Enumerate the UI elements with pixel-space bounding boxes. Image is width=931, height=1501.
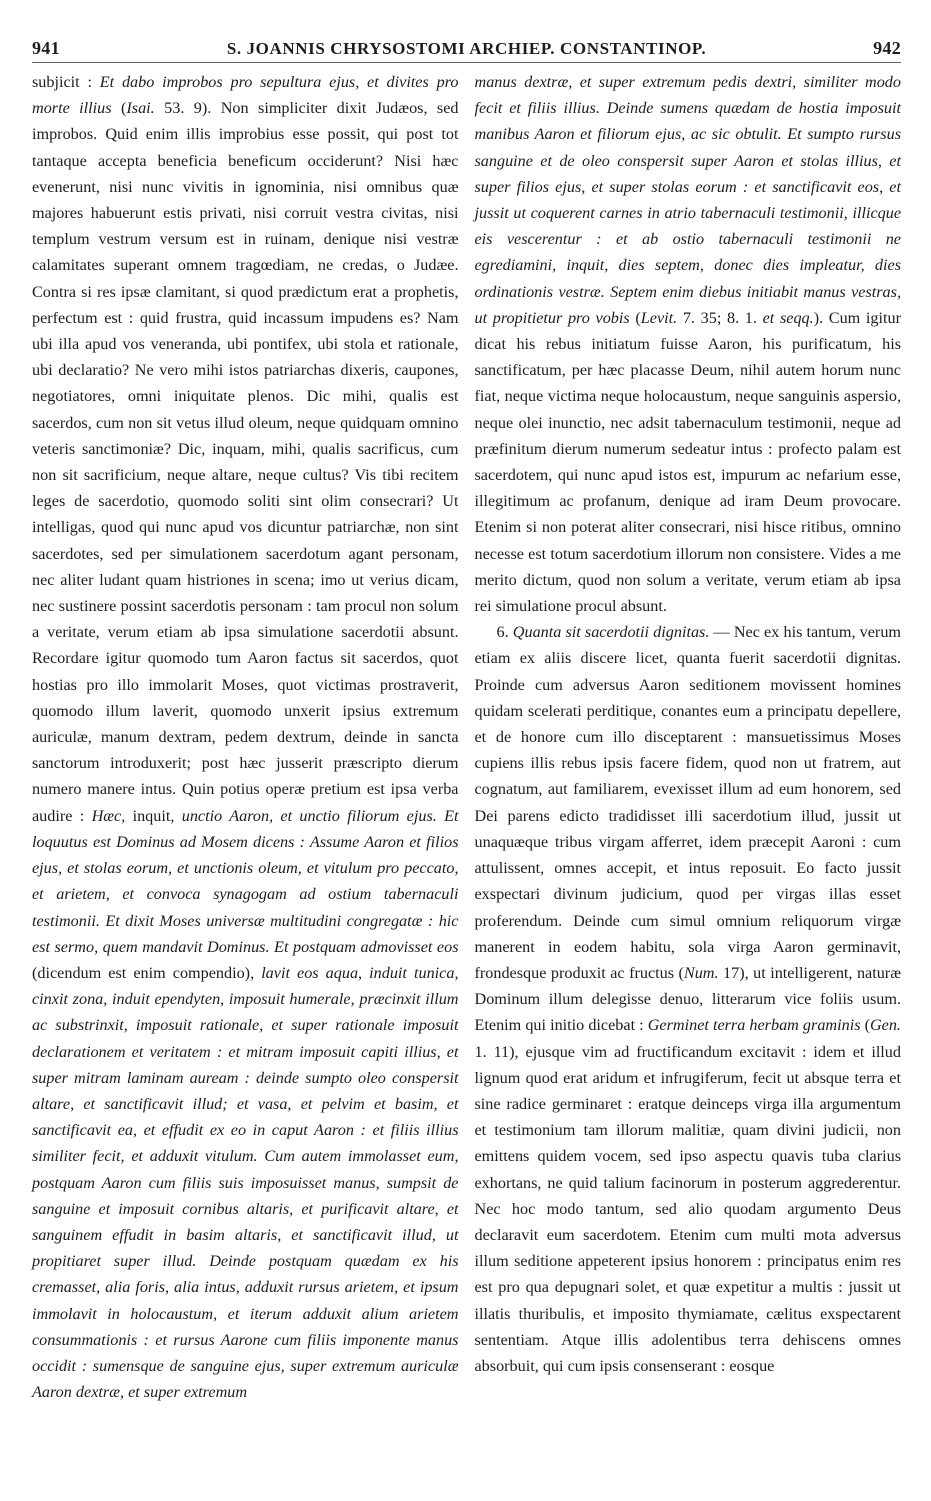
text-run: 7. 35; 8. 1. (677, 308, 763, 327)
text-run: 6. (496, 623, 513, 642)
text-run: ). Cum igitur dicat his rebus initiatum fuisse Aaron, his purificatum, his sanctificatum, per hæc placasse Deum, nihil autem horum nunc fiat, neque victima neque holocaustum, neque sanguinis aspersio, neque olei inunctio, nec adsit tabernaculum testimonii, neque ad præfinitum dierum numerum sedeatur intus : profecto palam est sacerdotem, qui nunc apud istos est, impurum ac nefarium esse, illegitimum ac profanum, denique ad iram Deum provocare. Etenim si non poterat aliter consecrari, nisi hisce ritibus, omnino necesse est totum sacerdotium illorum non consistere. Vides a me merito dictum, quod non solum a veritate, verum etiam ab ipsa rei simulatione procul absunt. (474, 308, 902, 616)
italic-text-run: unctio Aaron, et unctio filiorum ejus. Et loquutus est Dominus ad Mosem dicens : Assume Aaron et filios ejus, et stolas eorum, et unctionis oleum, et vitulum pro peccato, et arietem, et convoca synagogam ad ostium tabernaculi testimonii. Et dixit Moses universæ multitudini congregatæ : hic est sermo, quem mandavit Dominus. Et postquam admovisset eos (32, 806, 459, 956)
paragraph (475, 69, 902, 619)
italic-text-run: Gen. (869, 1016, 901, 1035)
paragraph (32, 69, 459, 1405)
text-run: ( (860, 1016, 870, 1035)
page-number-left: 941 (32, 38, 60, 58)
right-column (475, 69, 902, 1405)
text-run: ( (629, 308, 641, 327)
italic-text-run: Num. (683, 963, 719, 982)
text-run: ( (111, 99, 127, 118)
italic-text-run: Quanta sit sacerdotii dignitas. (512, 623, 710, 642)
italic-text-run: Hæc (91, 806, 122, 825)
italic-text-run: manus dextræ, et super extremum pedis dextri, similiter modo fecit et filiis illius. Deinde sumens quædam de hostia imposuit manibus Aaron et filiorum ejus, ac sic obtulit. Et sumpto rursus sanguine et de oleo conspersit super Aaron et stolas illius, et super filios ejus, et super stolas eorum : et sanctificavit eos, et jussit ut coquerent carnes in atrio tabernaculi testimonii, illicque eis vescerentur : et ab ostio tabernaculi testimonii ne egrediamini, inquit, dies septem, donec dies impleatur, dies ordinationis vestræ. Septem enim diebus initiabit manus vestras, ut propitietur pro vobis (474, 73, 901, 327)
italic-text-run: Levit. (640, 308, 678, 327)
text-run: subjicit : (32, 73, 100, 91)
running-header (32, 38, 901, 63)
running-head-title: S. JOANNIS CHRYSOSTOMI ARCHIEP. CONSTANTINOP. (226, 39, 707, 58)
italic-text-run: Et dabo improbos pro sepultura ejus, et divites pro morte illius (32, 73, 459, 118)
italic-text-run: lavit eos aqua, induit tunica, cinxit zona, induit ependyten, imposuit humerale, præcinxit illum ac substrinxit, imposuit rationale, et super rationale imposuit declarationem et veritatem : et mitram imposuit capiti illius, et super mitram laminam auream : deinde sumpto oleo conspersit altare, et sanctificavit illud; et vasa, et pelvim et basim, et sanctificavit ea, et effudit ex eo in caput Aaron : et filiis illius similiter fecit, et adduxit vitulum. Cum autem immolasset eum, postquam Aaron cum filiis suis imposuisset manus, sumpsit de sanguine et imposuit cornibus altaris, et purificavit altare, et sanguinem effudit in basim altaris, et sanctificavit illud, ut propitiaret super illud. Deinde postquam quædam ex his cremasset, alia foris, alia intus, adduxit rursus arietem, et ipsum immolavit in holocaustum, et iterum adduxit alium arietem consummationis : et rursus Aarone cum filiis imponente manus occidit : sumensque de sanguine ejus, super extremum auriculæ Aaron dextræ, et super extremum (32, 963, 459, 1402)
text-run: 53. 9). Non simpliciter dixit Judæos, sed improbos. Quid enim illis improbius esse possit, qui post tot tantaque accepta beneficia beneficum occiderunt? Nisi hæc evenerunt, nisi nunc vivitis in ignominia, nisi omnibus quæ majores habuerunt estis privati, nisi corruit vestra civitas, nisi templum vestrum versum est in ruinam, denique nisi vestræ calamitates superant omnem tragœdiam, ne credas, o Judæe. Contra si res ipsæ clamitant, si quod prædictum erat a prophetis, perfectum est : quid frustra, quid incassum impudens es? Nam ubi illa apud vos veneranda, ubi pontifex, ubi stola et rationale, ubi declaratio? Ne vero mihi istos patriarchas dixeris, caupones, negotiatores, omni iniquitate plenos. Dic mihi, qualis est sacerdos, cum non sit vetus illud oleum, neque quidquam omnino veteris sanctimoniæ? Dic, inquam, mihi, qualis sacrificus, cum non sit sacrificium, neque altare, neque cultus? Vis tibi recitem leges de sacerdotio, quomodo soliti sint olim consecrari? Ut intelligas, quod qui nunc apud vos dicuntur patriarchæ, non sint sacerdotes, sed per simulationem sacerdotum agant personam, nec aliter ludant quam histriones in scena; imo ut verius dicam, nec sustinere possint sacerdotis personam : tam procul non solum a veritate, verum etiam ab ipsa simulatione sacerdotii absunt. Recordare igitur quomodo tum Aaron factus sit sacerdos, quot hostias pro illo immolarit Moses, quot victimas prostraverit, quomodo illum laverit, quomodo unxerit ipsius extremum auriculæ, manum dextram, pedem dextrum, deinde in sancta sanctorum introduxerit; post hæc jusserit præscripto dierum numero manere intus. Quin potius operæ pretium est ipsa verba audire : (32, 99, 459, 825)
page-number-right: 942 (873, 38, 901, 58)
italic-text-run: Isai. (126, 99, 155, 118)
text-run: (dicendum est enim compendio), (32, 963, 262, 982)
text-run: 17), ut intelligerent, naturæ Dominum illum delegisse denuo, litterarum vice foliis usum. Etenim qui initio dicebat : (474, 963, 901, 1035)
text-run: 1. 11), ejusque vim ad fructificandum excitavit : idem et illud lignum quod erat aridum et infrugiferum, fecit ut absque terra et sine radice germinaret : eratque deinceps virga illa argumentum et testimonium tam illorum malitiæ, quam divini judicii, non emittens quidem vocem, sed ipso aspectu quavis tuba clarius exhortans, ne quid talium facinorum in posterum aggrederentur. Nec hoc modo tantum, sed alio quodam argumento Deus declaravit eum sacerdotem. Etenim cum multi mota adversus illum seditione appeterent ipsius honorem : principatus enim res est pro qua depugnari solet, et quæ expetitur a multis : jussit ut illatis thuribulis, et imposito thymiamate, cælitus exspectarent sententiam. Atque illis adolentibus terra dehiscens omnes absorbuit, qui cum ipsis consenserant : eosque (474, 1042, 901, 1375)
paragraph (475, 619, 902, 1379)
text-run: — Nec ex his tantum, verum etiam ex aliis discere licet, quanta fuerit sacerdotii dignitas. Proinde cum adversus Aaron seditionem movissent homines quidam scelerati perditique, conantes eum a principatu depellere, et de honore cum illo disceptarent : mansuetissimus Moses cupiens illis rebus ipsis facere fidem, quod non ut fratrem, aut cognatum, aut familiarem, evexisset illum ad eum honorem, sed Dei parens edicto tradidisset illi sacerdotium illud, jussit ut unaquæque tribus virgam afferret, idem præcepit Aaroni : cum attulissent, omnes accepit, et intus reposuit. Eo facto jussit exspectari divinum judicium, quod per virgas illas esset proferendum. Deinde cum simul omnium reliquorum virgæ manerent in eodem habitu, sola virga Aaron germinavit, frondesque produxit ac fructus ( (474, 623, 901, 982)
italic-text-run: et seqq. (762, 308, 814, 327)
left-column (32, 69, 459, 1405)
italic-text-run: Germinet terra herbam graminis (647, 1016, 861, 1035)
text-run: , inquit, (121, 806, 182, 825)
text-columns (32, 69, 901, 1405)
